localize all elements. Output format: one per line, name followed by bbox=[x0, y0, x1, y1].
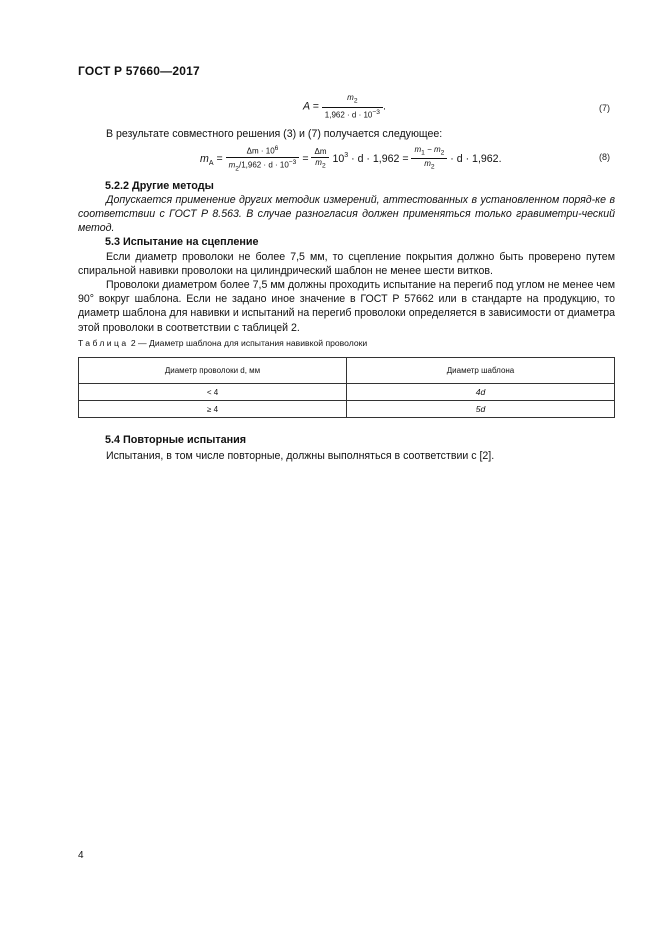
table-2-caption-word: Таблица bbox=[78, 338, 129, 348]
formula-8-f3-num-b-sub: 2 bbox=[440, 149, 445, 157]
formula-8-f1-num-sup: 6 bbox=[274, 145, 279, 152]
table-2 bbox=[78, 357, 615, 418]
table-2-caption bbox=[78, 338, 367, 348]
section-5-4-text: Испытания, в том числе повторные, должны выполняться в соответствии с [2]. bbox=[106, 450, 495, 462]
formula-7-lhs: A = bbox=[303, 100, 319, 113]
formula-8-f1-den: m bbox=[228, 160, 236, 170]
table-cell: ≥ 4 bbox=[79, 401, 347, 418]
formula-8-fraction-2 bbox=[311, 147, 329, 172]
formula-8-f3-den-sub: 2 bbox=[430, 164, 435, 172]
formula-7 bbox=[303, 93, 386, 120]
formula-8-f3-num-minus: − m bbox=[424, 144, 441, 154]
section-5-3-title: 5.3 Испытание на сцепление bbox=[105, 236, 259, 248]
formula-7-num-sub: 2 bbox=[353, 97, 358, 105]
formula-8-f1-den-sub: 2 bbox=[235, 164, 239, 172]
table-cell: 5d bbox=[347, 401, 615, 418]
formula-8-number: (8) bbox=[599, 152, 610, 162]
section-5-2-2-title: 5.2.2 Другие методы bbox=[105, 180, 214, 192]
table-header-cell-template: Диаметр шаблона bbox=[347, 358, 615, 384]
section-5-3-paragraph-2: Проволоки диаметром более 7,5 мм должны проходить испытание на перегиб под углом не менее чем 90° вокруг шаблона. Если не задано иное значение в ГОСТ Р 57662 или в стандарте на продукцию, то диаметр шаблона для навивки и испытаний на перегиб проволоки определяется в зависимости от диаметра этой проволоки в соответствии с таблицей 2. bbox=[78, 279, 615, 334]
formula-7-den-sup: −3 bbox=[372, 108, 380, 116]
formula-8-mid: 10 bbox=[332, 152, 345, 165]
formula-8 bbox=[200, 144, 502, 174]
table-cell: 4d bbox=[347, 384, 615, 401]
page-number: 4 bbox=[78, 850, 84, 861]
formula-8-mid-sup: 3 bbox=[344, 152, 349, 160]
formula-8-f2-den: m bbox=[315, 157, 322, 167]
formula-7-fraction bbox=[322, 93, 383, 120]
formula-8-f3-num-a: m bbox=[414, 144, 422, 154]
table-cell: < 4 bbox=[79, 384, 347, 401]
table-row bbox=[79, 384, 615, 401]
formula-8-lhs-sub: A bbox=[208, 159, 214, 167]
formula-7-tail: . bbox=[382, 100, 386, 113]
table-header-cell-diameter: Диаметр проволоки d, мм bbox=[79, 358, 347, 384]
table-2-caption-rest: 2 — Диаметр шаблона для испытания навивкой проволоки bbox=[130, 338, 368, 348]
formula-7-den: 1,962 · d · 10 bbox=[324, 110, 373, 120]
formula-8-eq2: = bbox=[302, 152, 309, 165]
formula-8-f3-num-a-sub: 1 bbox=[421, 149, 425, 157]
formula-8-tail: · d · 1,962. bbox=[450, 152, 502, 165]
table-row bbox=[79, 401, 615, 418]
table-header-row bbox=[79, 358, 615, 384]
formula-8-f1-num: Δm · 10 bbox=[246, 146, 275, 156]
formula-8-fraction-1 bbox=[226, 144, 300, 174]
formula-8-f2-den-sub: 2 bbox=[321, 162, 326, 170]
formula-8-f2-num: Δm bbox=[314, 146, 327, 156]
formula-7-number: (7) bbox=[599, 103, 610, 113]
formula-8-f1-den-sup: −3 bbox=[288, 158, 297, 166]
document-header: ГОСТ Р 57660—2017 bbox=[78, 64, 200, 78]
formula-8-mid-rest: · d · 1,962 = bbox=[351, 152, 409, 165]
formula-8-lhs: m bbox=[200, 152, 209, 165]
joint-solution-text: В результате совместного решения (3) и (7) получается следующее: bbox=[106, 128, 443, 140]
formula-8-f3-den: m bbox=[424, 159, 431, 169]
formula-8-f1-den-rest: /1,962 · d · 10 bbox=[238, 160, 289, 170]
section-5-4-title: 5.4 Повторные испытания bbox=[105, 434, 247, 446]
formula-7-num: m bbox=[347, 93, 354, 102]
section-5-2-2-text: Допускается применение других методик измерений, аттестованных в установленном поряд-ке в соответствии с ГОСТ Р 8.563. В случае разногласия должен применяться только гравиметри-ческий метод. bbox=[78, 194, 615, 235]
section-5-3-paragraph-1: Если диаметр проволоки не более 7,5 мм, то сцепление покрытия должно быть проверено путем спиральной навивки проволоки на цилиндрический шаблон не менее шести витков. bbox=[78, 251, 615, 278]
formula-8-fraction-3 bbox=[411, 145, 447, 173]
formula-8-eq1: = bbox=[216, 152, 223, 165]
